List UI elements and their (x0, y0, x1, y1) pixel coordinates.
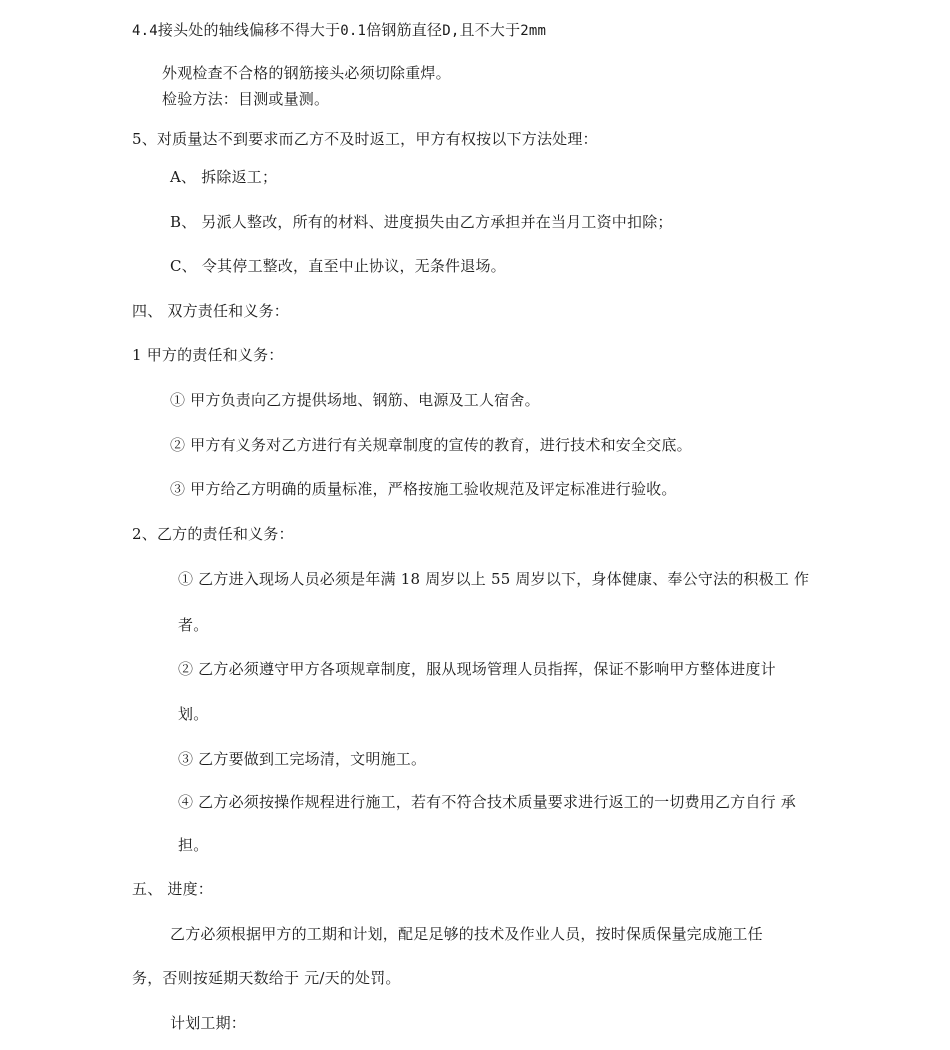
section-5-heading: 五、 进度： (132, 880, 213, 898)
party-b-item-1-line-1: ① 乙方进入现场人员必须是年满 18 周岁以上 55 周岁以下，身体健康、奉公守法的积极工 作 (178, 570, 810, 588)
party-b-item-4-line-1: ④ 乙方必须按操作规程进行施工，若有不符合技术质量要求进行返工的一切费用乙方自行 承 (178, 793, 796, 811)
party-b-item-2-line-1: ② 乙方必须遵守甲方各项规章制度，服从现场管理人员指挥，保证不影响甲方整体进度计 (178, 660, 776, 678)
item-5-option-a: A、 拆除返工； (170, 168, 278, 186)
party-b-item-1-line-2: 者。 (178, 616, 209, 634)
clause-symbol-d: D, (442, 23, 460, 39)
planned-duration-label: 计划工期： (170, 1014, 247, 1032)
clause-4-4-note-2: 检验方法：目测或量测。 (162, 90, 330, 108)
clause-4-4-note-1: 外观检查不合格的钢筋接头必须切除重焊。 (162, 64, 451, 82)
section-5-paragraph-line-1: 乙方必须根据甲方的工期和计划，配足足够的技术及作业人员，按时保质保量完成施工任 (170, 925, 763, 943)
party-a-item-1: ① 甲方负责向乙方提供场地、钢筋、电源及工人宿舍。 (170, 391, 540, 409)
clause-number: 4.4 (132, 23, 158, 39)
clause-value-mm: 2mm (520, 23, 547, 39)
clause-text: 接头处的轴线偏移不得大于 (157, 21, 341, 39)
clause-value-ratio: 0.1 (340, 23, 367, 39)
section-5-paragraph-line-2: 务，否则按延期天数给于 元/天的处罚。 (132, 969, 401, 987)
item-5-option-c: C、 令其停工整改，直至中止协议，无条件退场。 (170, 257, 506, 275)
item-5-option-b: B、 另派人整改，所有的材料、进度损失由乙方承担并在当月工资中扣除； (170, 213, 673, 231)
party-b-item-3: ③ 乙方要做到工完场清，文明施工。 (178, 750, 427, 768)
clause-4-4 (132, 20, 546, 41)
section-4-heading: 四、 双方责任和义务： (132, 302, 289, 320)
party-a-item-2: ② 甲方有义务对乙方进行有关规章制度的宣传的教育，进行技术和安全交底。 (170, 436, 692, 454)
clause-text-3: 且不大于 (459, 21, 521, 39)
party-b-item-4-line-2: 担。 (178, 836, 209, 854)
party-b-heading: 2、乙方的责任和义务： (132, 525, 294, 543)
party-a-item-3: ③ 甲方给乙方明确的质量标准，严格按施工验收规范及评定标准进行验收。 (170, 480, 677, 498)
clause-text-2: 倍钢筋直径 (366, 21, 443, 39)
item-5-heading: 5、对质量达不到要求而乙方不及时返工，甲方有权按以下方法处理： (132, 130, 598, 148)
party-a-heading: 1 甲方的责任和义务： (132, 346, 284, 364)
party-b-item-2-line-2: 划。 (178, 705, 209, 723)
